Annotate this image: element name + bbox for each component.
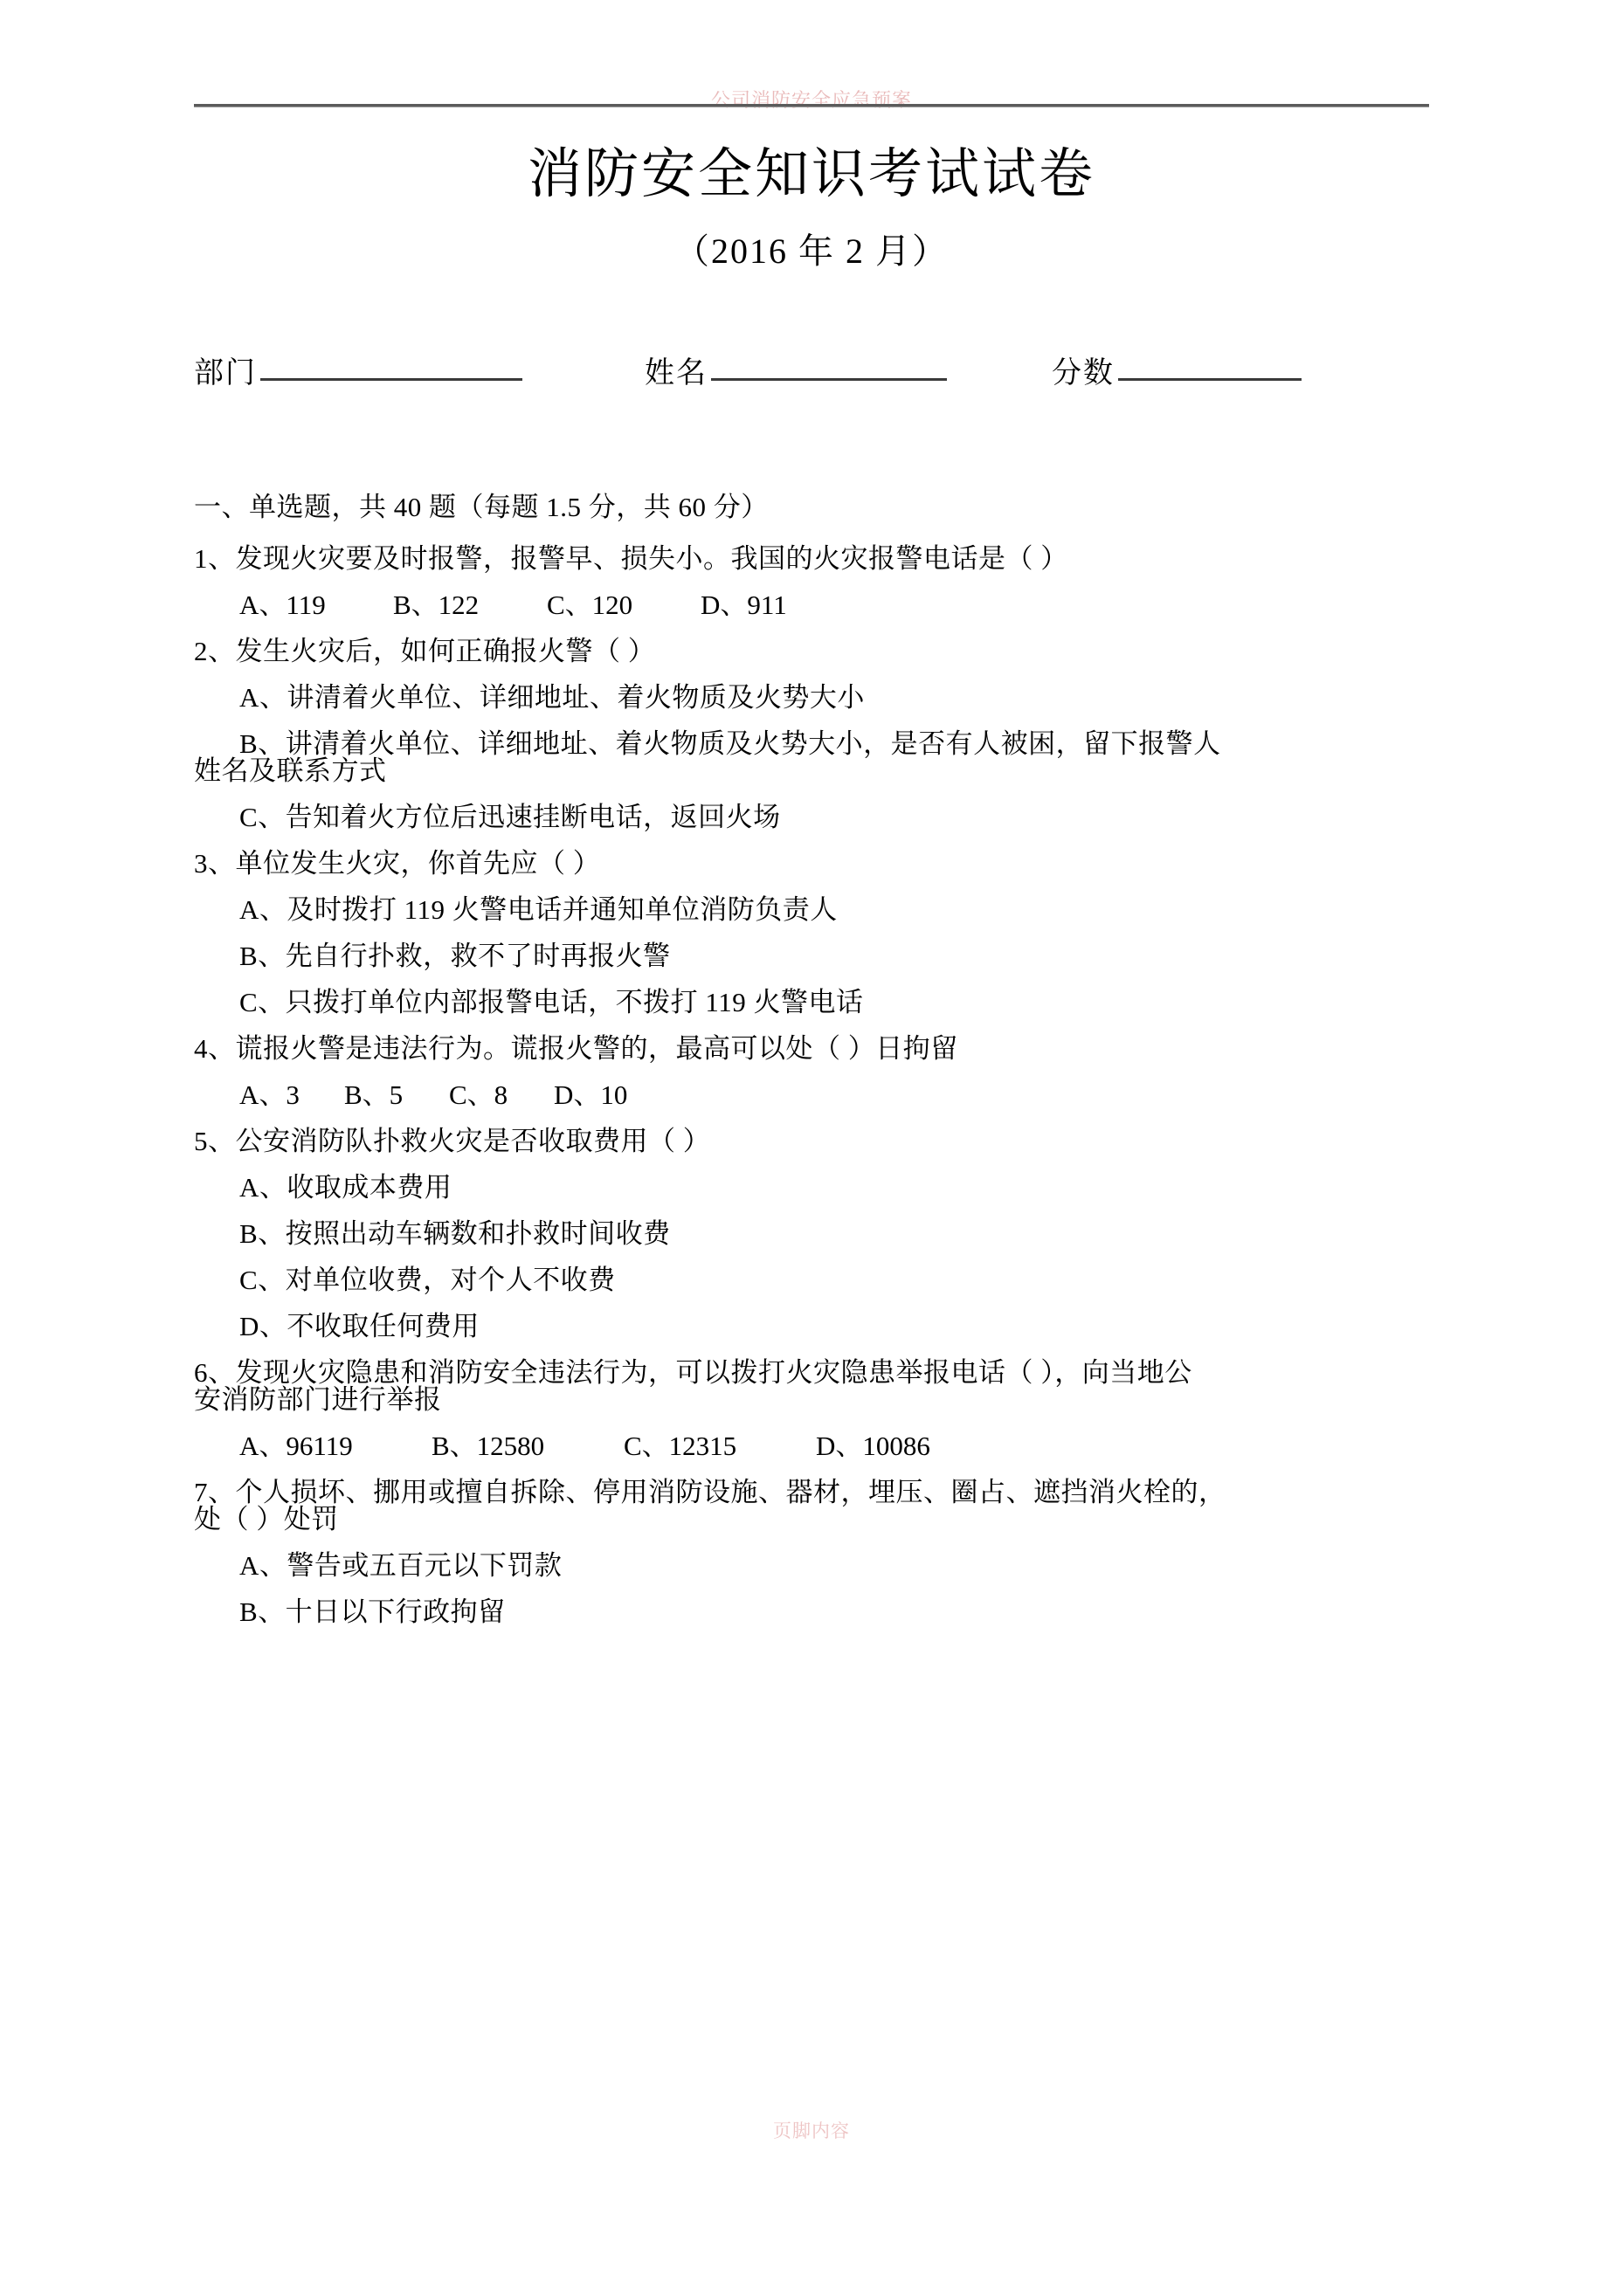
page-header: [0, 0, 1623, 122]
question-5-option-b[interactable]: B、按照出动车辆数和扑救时间收费: [239, 1218, 671, 1249]
question-2-option-c[interactable]: C、告知着火方位后迅速挂断电话，返回火场: [239, 802, 781, 832]
question-3-option-b[interactable]: B、先自行扑救，救不了时再报火警: [239, 941, 671, 971]
question-2-option-a[interactable]: A、讲清着火单位、详细地址、着火物质及火势大小: [239, 682, 865, 713]
question-4-option-c[interactable]: C、8: [449, 1079, 508, 1110]
question-6-stem-continued: 安消防部门进行举报: [194, 1384, 442, 1415]
question-6-option-d[interactable]: D、10086: [816, 1431, 930, 1461]
score-label: 分数: [1052, 357, 1115, 390]
question-3-option-c[interactable]: C、只拨打单位内部报警电话，不拨打 119 火警电话: [239, 987, 864, 1017]
question-5-option-a[interactable]: A、收取成本费用: [239, 1172, 452, 1203]
question-1-option-a[interactable]: A、119: [239, 590, 326, 620]
question-6: [194, 1359, 1429, 1459]
question-3-option-a[interactable]: A、及时拨打 119 火警电话并通知单位消防负责人: [239, 894, 838, 925]
question-2-stem: 2、发生火灾后，如何正确报火警（ ）: [194, 636, 656, 666]
question-1-options: [194, 591, 1429, 618]
question-1: [194, 545, 1429, 618]
question-2-option-b[interactable]: B、讲清着火单位、详细地址、着火物质及火势大小，是否有人被困，留下报警人: [239, 728, 1221, 759]
question-6-option-a[interactable]: A、96119: [239, 1431, 353, 1461]
header-divider-rule: [194, 104, 1429, 107]
score-blank-line[interactable]: [1118, 377, 1302, 381]
department-blank-line[interactable]: [260, 377, 522, 381]
student-info-row: [194, 330, 1429, 391]
section-heading-single-choice: 一、单选题，共 40 题（每题 1.5 分，共 60 分）: [194, 492, 769, 522]
question-3: [194, 850, 1429, 1016]
header-watermark-text: 公司消防安全应急预案: [710, 89, 912, 111]
question-6-options: [194, 1432, 1429, 1459]
question-6-stem: 6、发现火灾隐患和消防安全违法行为，可以拨打火灾隐患举报电话（ ），向当地公: [194, 1357, 1192, 1388]
department-label: 部门: [194, 357, 257, 390]
question-5-stem: 5、公安消防队扑救火灾是否收取费用（ ）: [194, 1126, 711, 1156]
question-5-option-d[interactable]: D、不收取任何费用: [239, 1311, 480, 1341]
name-field[interactable]: [645, 348, 947, 391]
question-6-option-b[interactable]: B、12580: [432, 1431, 545, 1461]
question-1-option-b[interactable]: B、122: [393, 590, 480, 620]
question-1-option-c[interactable]: C、120: [547, 590, 633, 620]
question-2: [194, 638, 1429, 831]
question-6-option-c[interactable]: C、12315: [624, 1431, 737, 1461]
question-2-option-b-continued[interactable]: 姓名及联系方式: [194, 755, 387, 786]
exam-body: [194, 493, 1429, 1644]
page-title: 消防安全知识考试试卷: [527, 141, 1095, 205]
question-4-option-d[interactable]: D、10: [554, 1079, 628, 1110]
question-4-stem: 4、谎报火警是违法行为。谎报火警的，最高可以处（ ）日拘留: [194, 1033, 958, 1064]
department-field[interactable]: [194, 348, 522, 391]
footer-watermark-text: 页脚内容: [773, 2121, 850, 2141]
question-5-option-c[interactable]: C、对单位收费，对个人不收费: [239, 1265, 616, 1295]
question-7: [194, 1479, 1429, 1625]
question-7-option-b[interactable]: B、十日以下行政拘留: [239, 1596, 506, 1627]
question-7-stem-continued: 处（ ）处罚: [194, 1504, 339, 1534]
question-1-option-d[interactable]: D、911: [701, 590, 787, 620]
question-7-stem: 7、个人损坏、挪用或擅自拆除、停用消防设施、器材，埋压、圈占、遮挡消火栓的，: [194, 1477, 1226, 1507]
question-3-stem: 3、单位发生火灾，你首先应（ ）: [194, 848, 601, 879]
page-subtitle: （2016 年 2 月）: [674, 231, 949, 271]
question-7-option-a[interactable]: A、警告或五百元以下罚款: [239, 1550, 563, 1581]
score-field[interactable]: [1052, 348, 1302, 391]
question-4-option-a[interactable]: A、3: [239, 1079, 300, 1110]
name-blank-line[interactable]: [711, 377, 947, 381]
name-label: 姓名: [645, 357, 708, 390]
question-5: [194, 1127, 1429, 1340]
question-4-options: [194, 1081, 1429, 1108]
question-4: [194, 1035, 1429, 1108]
question-1-stem: 1、发现火灾要及时报警，报警早、损失小。我国的火灾报警电话是（ ）: [194, 543, 1068, 574]
question-4-option-b[interactable]: B、5: [344, 1079, 404, 1110]
